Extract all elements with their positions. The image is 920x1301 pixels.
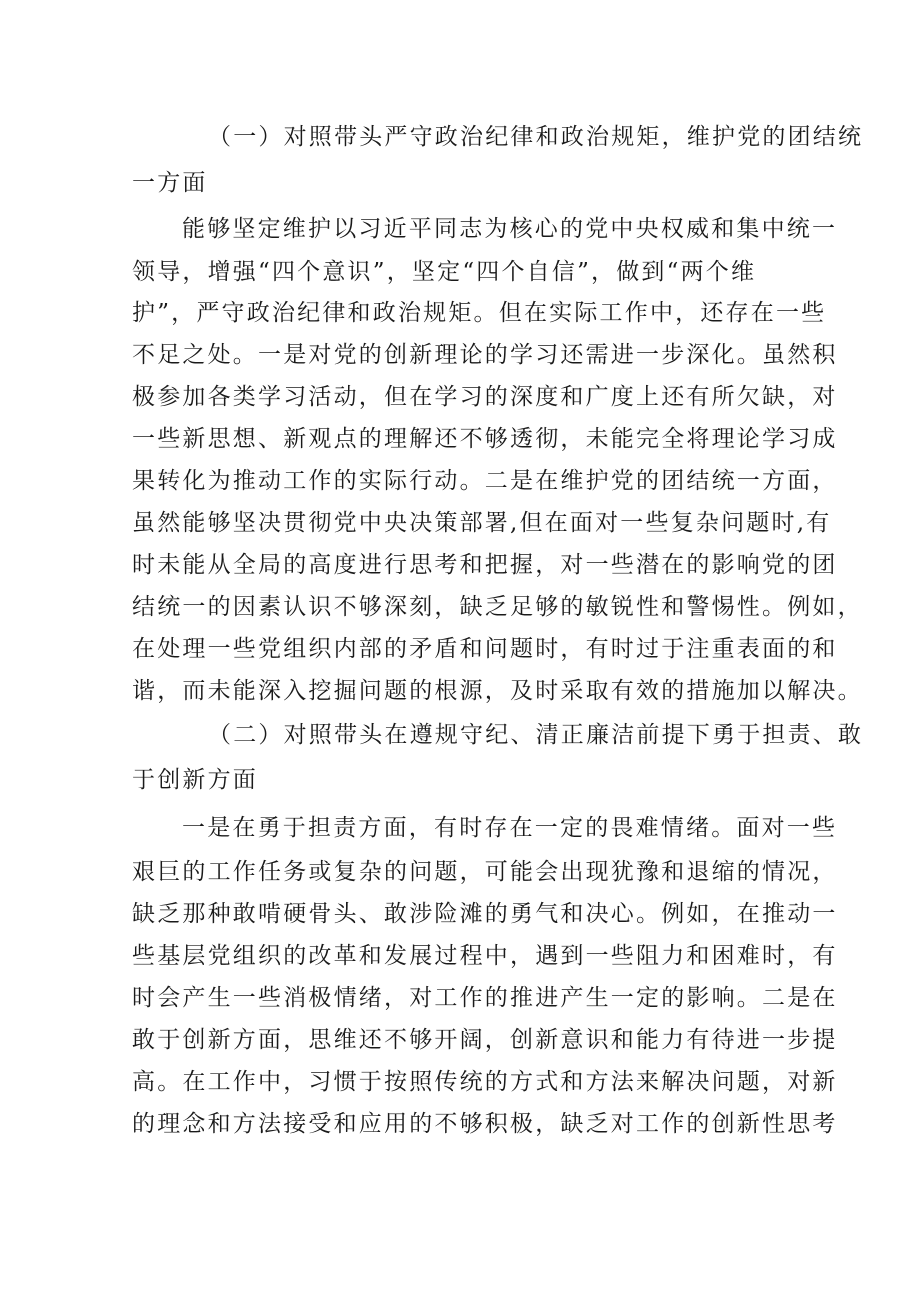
paragraph-line: 的理念和方法接受和应用的不够积极，缺乏对工作的创新性思考	[132, 1111, 838, 1137]
paragraph-line: 些基层党组织的改革和发展过程中，遇到一些阻力和困难时，有	[132, 943, 838, 969]
section-heading-2-cont: 于创新方面	[132, 767, 258, 793]
paragraph-line: 在处理一些党组织内部的矛盾和问题时，有时过于注重表面的和	[132, 636, 838, 662]
paragraph-line: 一些新思想、新观点的理解还不够透彻，未能完全将理论学习成	[132, 426, 838, 452]
paragraph-line: 虽然能够坚决贯彻党中央决策部署,但在面对一些复杂问题时,有	[132, 510, 832, 536]
paragraph-line: 谐，而未能深入挖掘问题的根源，及时采取有效的措施加以解决。	[132, 678, 863, 704]
paragraph-line: 一是在勇于担责方面，有时存在一定的畏难情绪。面对一些	[182, 815, 838, 841]
section-heading-1-cont: 一方面	[132, 170, 208, 196]
paragraph-line: 高。在工作中，习惯于按照传统的方式和方法来解决问题，对新	[132, 1069, 838, 1095]
paragraph-line: 结统一的因素认识不够深刻，缺乏足够的敏锐性和警惕性。例如，	[132, 594, 863, 620]
paragraph-line: 护”，严守政治纪律和政治规矩。但在实际工作中，还存在一些	[132, 300, 827, 326]
paragraph-line: 领导，增强“四个意识”，坚定“四个自信”，做到“两个维	[132, 259, 757, 285]
paragraph-line: 缺乏那种敢啃硬骨头、敢涉险滩的勇气和决心。例如，在推动一	[132, 901, 838, 927]
section-heading-2: （二）对照带头在遵规守纪、清正廉洁前提下勇于担责、敢	[208, 722, 864, 748]
paragraph-line: 能够坚定维护以习近平同志为核心的党中央权威和集中统一	[182, 216, 838, 242]
paragraph-line: 艰巨的工作任务或复杂的问题，可能会出现犹豫和退缩的情况，	[132, 859, 838, 885]
paragraph-line: 时未能从全局的高度进行思考和把握，对一些潜在的影响党的团	[132, 552, 838, 578]
paragraph-line: 不足之处。一是对党的创新理论的学习还需进一步深化。虽然积	[132, 342, 838, 368]
paragraph-line: 极参加各类学习活动，但在学习的深度和广度上还有所欠缺，对	[132, 384, 838, 410]
paragraph-line: 敢于创新方面，思维还不够开阔，创新意识和能力有待进一步提	[132, 1027, 838, 1053]
paragraph-line: 果转化为推动工作的实际行动。二是在维护党的团结统一方面，	[132, 468, 838, 494]
section-heading-1: （一）对照带头严守政治纪律和政治规矩，维护党的团结统	[208, 124, 864, 150]
paragraph-line: 时会产生一些消极情绪，对工作的推进产生一定的影响。二是在	[132, 985, 838, 1011]
